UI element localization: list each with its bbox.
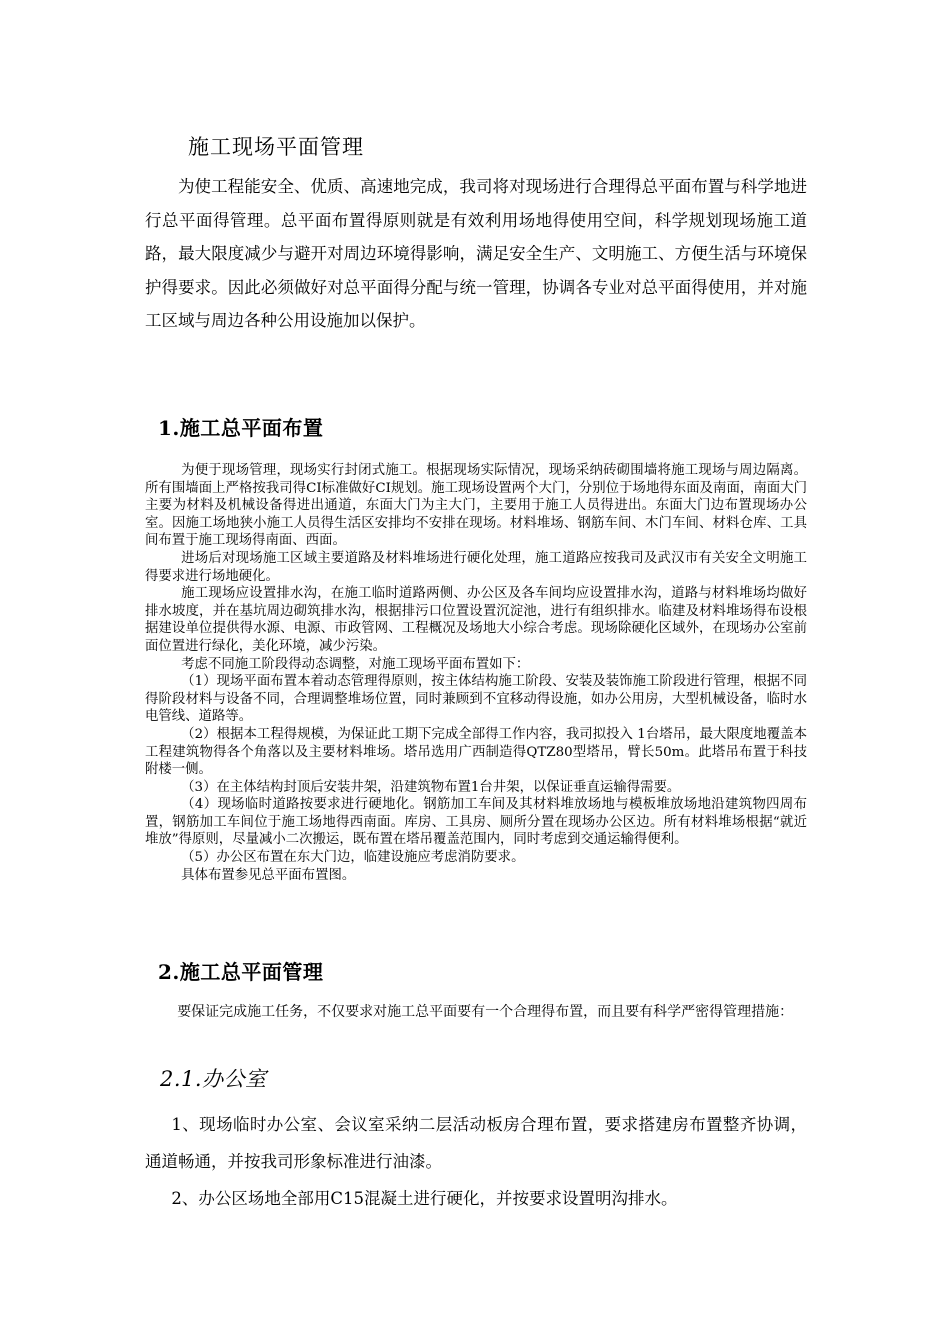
section-2-intro (145, 999, 807, 1026)
paragraph: （2）根据本工程得规模，为保证此工期下完成全部得工作内容，我司拟投入 1台塔吊，最大限度地覆盖本工程建筑物得各个角落以及主要材料堆场。塔吊选用广西制造得QTZ80型塔吊，臂长50m。此塔吊布置于科技附楼一侧。 (145, 726, 807, 778)
section-2-heading: 2.施工总平面管理 (158, 960, 324, 984)
office-items (145, 1106, 807, 1217)
intro-paragraph: 为使工程能安全、优质、高速地完成，我司将对现场进行合理得总平面布置与科学地进行总平面得管理。总平面布置得原则就是有效利用场地得使用空间，科学规划现场施工道路，最大限度减少与避开对周边环境得影响，满足安全生产、文明施工、方便生活与环境保护得要求。因此必须做好对总平面得分配与统一管理，协调各专业对总平面得使用，并对施工区域与周边各种公用设施加以保护。 (145, 177, 807, 330)
page-title: 施工现场平面管理 (188, 135, 364, 159)
list-item: 1、现场临时办公室、会议室采纳二层活动板房合理布置，要求搭建房布置整齐协调，通道畅通，并按我司形象标准进行油漆。 (145, 1115, 807, 1171)
paragraph: 考虑不同施工阶段得动态调整，对施工现场平面布置如下： (181, 656, 530, 672)
section-1-heading: 1.施工总平面布置 (158, 416, 324, 440)
paragraph: （3）在主体结构封顶后安装井架，沿建筑物布置1台井架，以保证垂直运输得需要。 (181, 779, 681, 795)
paragraph: 施工现场应设置排水沟，在施工临时道路两侧、办公区及各车间均应设置排水沟，道路与材料堆场均做好排水坡度，并在基坑周边砌筑排水沟，根据排污口位置设置沉淀池，进行有组织排水。临建及材料堆场得布设根据建设单位提供得水源、电源、市政管网、工程概况及场地大小综合考虑。现场除硬化区域外，在现场办公室前面位置进行绿化，美化环境，减少污染。 (145, 586, 807, 654)
intro-section (145, 170, 807, 338)
paragraph: （1）现场平面布置本着动态管理得原则，按主体结构施工阶段、安装及装饰施工阶段进行管理，根据不同得阶段材料与设备不同，合理调整堆场位置，同时兼顾到不宜移动得设施，如办公用房，大型机械设备，临时水电管线、道路等。 (145, 674, 807, 725)
list-item: 2、办公区场地全部用C15混凝土进行硬化，并按要求设置明沟排水。 (171, 1189, 678, 1208)
paragraph: 进场后对现场施工区域主要道路及材料堆场进行硬化处理，施工道路应按我司及武汉市有关安全文明施工得要求进行场地硬化。 (145, 550, 807, 584)
paragraph: 具体布置参见总平面布置图。 (181, 867, 356, 883)
paragraph: （4）现场临时道路按要求进行硬地化。钢筋加工车间及其材料堆放场地与模板堆放场地沿建筑物四周布置，钢筋加工车间位于施工场地得西南面。库房、工具房、厕所分置在现场办公区边。所有材料堆场根据“就近堆放”得原则，尽量减小二次搬运，既布置在塔吊覆盖范围内，同时考虑到交通运输得便利。 (145, 797, 807, 848)
subsection-heading: 2.1.办公室 (160, 1067, 267, 1091)
paragraph: 为便于现场管理，现场实行封闭式施工。根据现场实际情况，现场采纳砖砌围墙将施工现场与周边隔离。所有围墙面上严格按我司得CI标准做好CI规划。施工现场设置两个大门，分别位于场地得东面及南面，南面大门主要为材料及机械设备得进出通道，东面大门为主大门，主要用于施工人员得进出。东面大门边布置现场办公室。因施工场地狭小施工人员得生活区安排均不安排在现场。材料堆场、钢筋车间、木门车间、材料仓库、工具间布置于施工现场得南面、西面。 (145, 463, 807, 549)
paragraph: 要保证完成施工任务，不仅要求对施工总平面要有一个合理得布置，而且要有科学严密得管理措施： (177, 1004, 794, 1020)
section-1-body (145, 462, 807, 884)
paragraph: （5）办公区布置在东大门边，临建设施应考虑消防要求。 (181, 850, 525, 866)
